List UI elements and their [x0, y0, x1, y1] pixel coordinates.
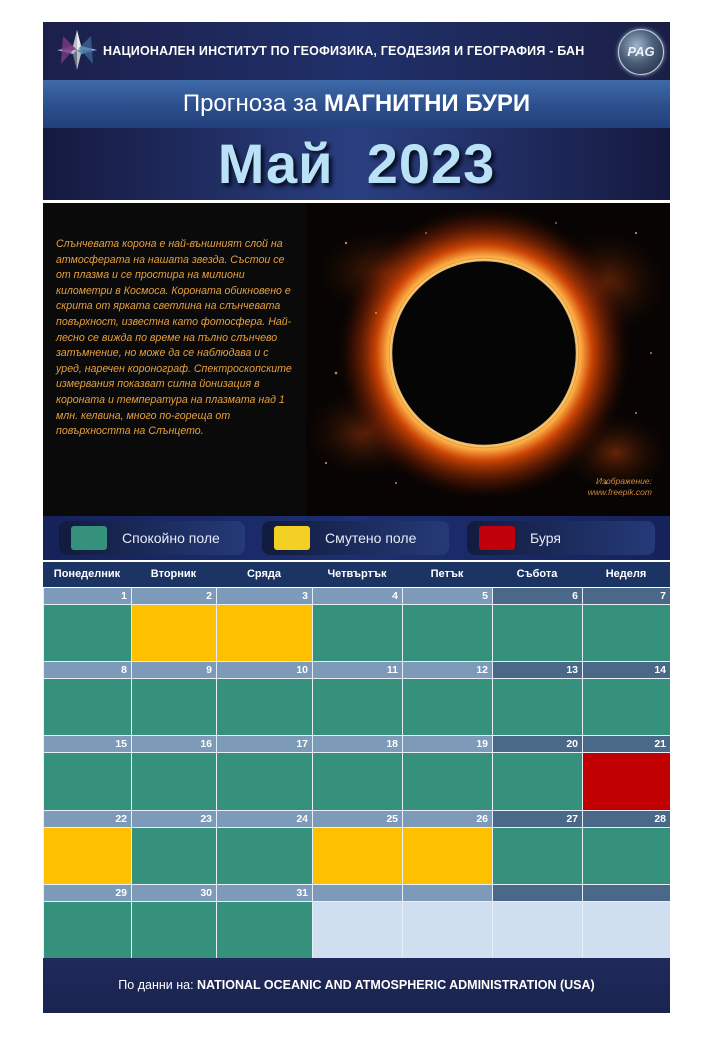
day-cell-quiet: [403, 753, 492, 809]
day-number: [583, 885, 670, 901]
day-number: 12: [403, 662, 492, 678]
day-cell-unsettled: [44, 828, 131, 884]
day-cell-quiet: [217, 828, 312, 884]
day-cell-quiet: [583, 679, 670, 735]
day-cell-empty: [583, 902, 670, 958]
day-number: 23: [132, 811, 216, 827]
institute-name: НАЦИОНАЛЕН ИНСТИТУТ ПО ГЕОФИЗИКА, ГЕОДЕЗИЯ И ГЕОГРАФИЯ - БАН: [103, 44, 585, 58]
day-cell-empty: [313, 902, 402, 958]
day-cell-quiet: [44, 605, 131, 661]
day-number: 6: [493, 588, 582, 604]
day-cell-quiet: [44, 753, 131, 809]
weekday-1: Понеделник: [53, 568, 121, 580]
legend-item-quiet: [59, 521, 245, 555]
weekday-4: Четвъртък: [327, 568, 387, 580]
day-cell-unsettled: [403, 828, 492, 884]
day-number: 13: [493, 662, 582, 678]
day-cell-quiet: [44, 902, 131, 958]
day-number: 18: [313, 736, 402, 752]
day-cell-quiet: [403, 679, 492, 735]
day-cell-quiet: [313, 605, 402, 661]
solar-eclipse-image: [306, 203, 670, 516]
day-number: 9: [132, 662, 216, 678]
data-source: [43, 958, 670, 1013]
day-cell-storm: [583, 753, 670, 809]
day-number: [403, 885, 492, 901]
day-number: 20: [493, 736, 582, 752]
day-cell-quiet: [403, 605, 492, 661]
data-source-prefix: По данни на:: [118, 978, 194, 992]
day-number: 31: [217, 885, 312, 901]
day-number: 27: [493, 811, 582, 827]
day-cell-quiet: [217, 679, 312, 735]
institute-header: [43, 22, 670, 80]
data-source-name: NATIONAL OCEANIC AND ATMOSPHERIC ADMINISTRATION (USA): [197, 978, 595, 992]
day-number: [313, 885, 402, 901]
day-cell-unsettled: [313, 828, 402, 884]
image-credit-source: www.freepik.com: [587, 487, 652, 497]
forecast-title-bold: МАГНИТНИ БУРИ: [323, 90, 531, 117]
legend-swatch-quiet: [71, 526, 107, 550]
legend-label-unsettled: Смутено поле: [325, 530, 417, 546]
day-cell-quiet: [132, 753, 216, 809]
day-number: 14: [583, 662, 670, 678]
day-cell-quiet: [493, 679, 582, 735]
weekday-2: Вторник: [150, 568, 197, 580]
legend-item-unsettled: [262, 521, 449, 555]
weekday-header: [43, 562, 670, 587]
weekday-6: Събота: [516, 568, 558, 580]
day-cell-quiet: [583, 828, 670, 884]
day-cell-quiet: [493, 605, 582, 661]
forecast-title-prefix: Прогноза за: [182, 90, 318, 117]
legend-item-storm: [467, 521, 655, 555]
month-title: Май 2023: [217, 132, 496, 195]
day-number: 8: [44, 662, 131, 678]
day-number: 29: [44, 885, 131, 901]
pag-globe-logo-icon: [618, 29, 664, 75]
weekday-3: Сряда: [246, 568, 282, 580]
legend: [43, 516, 670, 560]
legend-swatch-unsettled: [274, 526, 310, 550]
forecast-title: [43, 80, 670, 128]
day-number: 10: [217, 662, 312, 678]
legend-label-quiet: Спокойно поле: [122, 530, 220, 546]
day-cell-quiet: [217, 753, 312, 809]
day-number: 17: [217, 736, 312, 752]
day-number: 15: [44, 736, 131, 752]
weekday-7: Неделя: [605, 568, 647, 580]
image-credit: [588, 476, 652, 498]
day-number: [493, 885, 582, 901]
day-cell-quiet: [132, 679, 216, 735]
corona-description: Слънчевата корона е най-външният слой на атмосферата на нашата звезда. Състои се от плазма и се простира на милиони километри в Космоса. Короната обикновено е скрита от ярката светлина на слънчевата повърхност, известна като фотосфера. Най-лесно се вижда по време на пълно слънчево затъмнение, но може да се наблюдава и с уред, наречен коронограф. Спектроскопските измервания показват силна йонизация в короната и температура на плазмата над 1 млн. келвина, много по-гореща от повърхността на Слънцето.: [56, 238, 292, 438]
day-cell-quiet: [217, 902, 312, 958]
day-number: 22: [44, 811, 131, 827]
day-number: 26: [403, 811, 492, 827]
day-cell-quiet: [313, 753, 402, 809]
info-panel: [43, 203, 670, 516]
legend-swatch-storm: [479, 526, 515, 550]
image-credit-label: Изображение:: [596, 476, 652, 486]
day-cell-quiet: [44, 679, 131, 735]
forecast-poster: [43, 22, 670, 1013]
day-number: 3: [217, 588, 312, 604]
weekday-5: Петък: [430, 568, 464, 580]
day-cell-quiet: [132, 828, 216, 884]
day-number: 25: [313, 811, 402, 827]
day-number: 21: [583, 736, 670, 752]
day-cell-quiet: [132, 902, 216, 958]
day-cell-empty: [493, 902, 582, 958]
day-cell-quiet: [493, 753, 582, 809]
solar-eclipse-corona-icon: [306, 203, 670, 516]
day-number: 16: [132, 736, 216, 752]
day-number: 5: [403, 588, 492, 604]
day-cell-unsettled: [217, 605, 312, 661]
day-number: 24: [217, 811, 312, 827]
day-number: 28: [583, 811, 670, 827]
institute-star-logo-icon: [55, 28, 99, 72]
day-number: 4: [313, 588, 402, 604]
day-number: 1: [44, 588, 131, 604]
day-cell-quiet: [493, 828, 582, 884]
footer: [43, 958, 670, 1013]
day-cell-unsettled: [132, 605, 216, 661]
day-number: 2: [132, 588, 216, 604]
day-number: 11: [313, 662, 402, 678]
month-band: [43, 128, 670, 200]
logo-text: PAG: [627, 44, 655, 59]
day-number: 7: [583, 588, 670, 604]
day-cell-empty: [403, 902, 492, 958]
day-cell-quiet: [583, 605, 670, 661]
subtitle-band: [43, 80, 670, 128]
day-number: 30: [132, 885, 216, 901]
day-cell-quiet: [313, 679, 402, 735]
legend-label-storm: Буря: [530, 530, 561, 546]
day-number: 19: [403, 736, 492, 752]
